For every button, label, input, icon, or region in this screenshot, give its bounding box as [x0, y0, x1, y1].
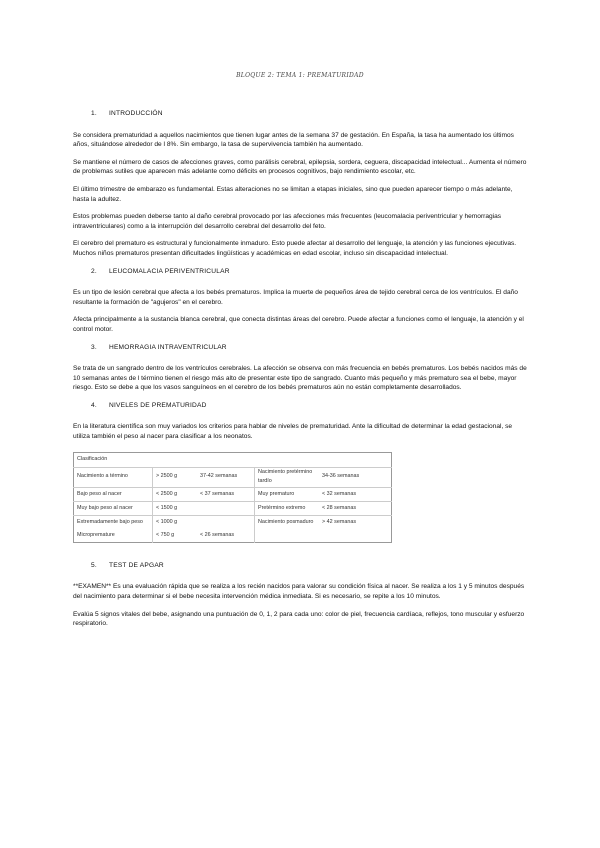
table-cell: Muy prematuro	[255, 487, 320, 501]
table-cell: < 28 semanas	[319, 501, 392, 515]
table-cell: Nacimiento pretérmino tardío	[255, 467, 320, 487]
document-body	[73, 105, 528, 637]
section-title: NIVELES DE PREMATURIDAD	[109, 401, 207, 409]
table-row	[74, 467, 392, 487]
paragraph: Afecta principalmente a la sustancia blanca cerebral, que conecta distintas áreas del cerebro. Puede afectar a funciones como el lenguaje, la atención y el control motor.	[73, 316, 524, 333]
table-cell: Extremadamente bajo peso	[74, 515, 153, 529]
section-title: INTRODUCCIÓN	[109, 110, 163, 117]
table-cell: Pretérmino extremo	[255, 501, 320, 515]
table-cell: Muy bajo peso al nacer	[74, 501, 153, 515]
table-cell: 37-42 semanas	[197, 467, 255, 487]
paragraph: Se trata de un sangrado dentro de los ventrículos cerebrales. La afección se observa con más frecuencia en bebés prematuros. Los bebés nacidos más de 10 semanas antes de l término tienen el riesgo más alto de presentar este tipo de sangrado. Cuanto más pequeño y más prematuro sea el bebe, mayor riesgo. Esto se debe a que los vasos sanguíneos en el cerebro de los bebés prematuros aún no están completamente desarrollados.	[73, 365, 527, 392]
table-row	[74, 529, 392, 543]
paragraph: Se considera prematuridad a aquellos nacimientos que tienen lugar antes de la semana 37 de gestación. En España, la tasa ha aumentado los últimos años, situándose alrededor de l 8%. Sin embargo, la tasa de supervivencia también ha aumentado.	[73, 131, 514, 149]
prematurity-classification-table	[73, 452, 392, 543]
table-cell	[255, 529, 320, 543]
table-cell: < 1000 g	[156, 518, 178, 525]
section-number: 4.	[91, 401, 97, 409]
paragraph: Se mantiene el número de casos de afecciones graves, como parálisis cerebral, epilepsia, sordera, ceguera, discapacidad intelectual... Aumenta el número de problemas sutiles que aparecen más adelante como déficits en procesos cognitivos, bajo rendimiento escolar, etc.	[73, 158, 527, 176]
section-heading	[91, 561, 528, 571]
table-cell: < 37 semanas	[197, 487, 255, 501]
paragraph: Evalúa 5 signos vitales del bebe, asignando una puntuación de 0, 1, 2 para cada uno: color de piel, frecuencia cardíaca, reflejos, tono muscular y esfuerzo respiratorio.	[73, 610, 525, 628]
table-cell: Nacimiento a término	[74, 467, 153, 487]
paragraph: Es un tipo de lesión cerebral que afecta a los bebés prematuros. Implica la muerte de pequeños área de tejido cerebral cerca de los ventrículos. El daño resultante la formación de "agujeros" en el cerebro.	[73, 289, 518, 306]
section-number: 5.	[91, 561, 97, 569]
table-cell	[197, 515, 255, 529]
table-row	[74, 515, 392, 529]
table-cell: Micropremature	[74, 529, 153, 543]
table-cell: < 2500 g	[153, 487, 198, 501]
table-cell: < 750 g	[156, 531, 175, 538]
section-leucomalacia	[73, 267, 528, 335]
table-cell: < 32 semanas	[319, 487, 392, 501]
paragraph: El último trimestre de embarazo es fundamental. Estas alteraciones no se limitan a etapas iniciales, sino que pueden aparecer tiempo o más adelante, hasta la adultez.	[73, 185, 513, 203]
table-row	[74, 487, 392, 501]
section-number: 2.	[91, 267, 97, 275]
table-cell: 34-36 semanas	[319, 467, 392, 487]
section-apgar	[73, 561, 528, 629]
table-cell: > 42 semanas	[322, 518, 357, 525]
table-cell	[197, 501, 255, 515]
table-cell: Nacimiento posmaduro	[258, 518, 314, 525]
section-heading	[91, 343, 528, 353]
section-heading	[91, 401, 528, 411]
section-title: TEST DE APGAR	[109, 561, 164, 569]
table-cell: > 2500 g	[153, 467, 198, 487]
page-header: BLOQUE 2: TEMA 1: PREMATURIDAD	[236, 72, 364, 79]
section-niveles	[73, 401, 528, 543]
paragraph: **EXAMEN** Es una evaluación rápida que se realiza a los recién nacidos para valorar su condición física al nacer. Se realiza a los 1 y 5 minutos después del nacimiento para determinar si el bebe necesita intervención médica inmediata. Si es necesario, se repite a los 10 minutos.	[73, 583, 525, 601]
section-title: LEUCOMALACIA PERIVENTRICULAR	[109, 267, 230, 275]
table-cell: < 26 semanas	[197, 529, 255, 543]
table-title: Clasificación	[74, 452, 392, 467]
section-introduccion	[73, 109, 528, 259]
section-hemorragia	[73, 343, 528, 393]
paragraph: El cerebro del prematuro es estructural y funcionalmente inmaduro. Esto puede afectar al desarrollo del lenguaje, la atención y las funciones ejecutivas. Muchos niños prematuros presentan dificultades lingüísticas y académicas en edad escolar, incluso sin discapacidad intelectual.	[73, 240, 517, 257]
section-number: 3.	[91, 343, 97, 351]
table-cell	[319, 529, 392, 543]
table-cell: Bajo peso al nacer	[74, 487, 153, 501]
table-row	[74, 501, 392, 515]
section-heading	[91, 267, 528, 277]
paragraph: En la literatura científica son muy variados los criterios para hablar de niveles de prematuridad. Ante la dificultad de determinar la edad gestacional, se utiliza también el peso al nacer para clasificar a los neonatos.	[73, 423, 513, 441]
paragraph: Estos problemas pueden deberse tanto al daño cerebral provocado por las afecciones más frecuentes (leucomalacia periventricular y hemorragias intraventriculares) como a la interrupción del desarrollo cerebral del desarrollo del feto.	[73, 213, 502, 230]
section-heading	[91, 109, 528, 119]
section-number: 1.	[91, 110, 97, 117]
table-cell: < 1500 g	[153, 501, 198, 515]
section-title: HEMORRAGIA INTRAVENTRICULAR	[109, 343, 227, 351]
